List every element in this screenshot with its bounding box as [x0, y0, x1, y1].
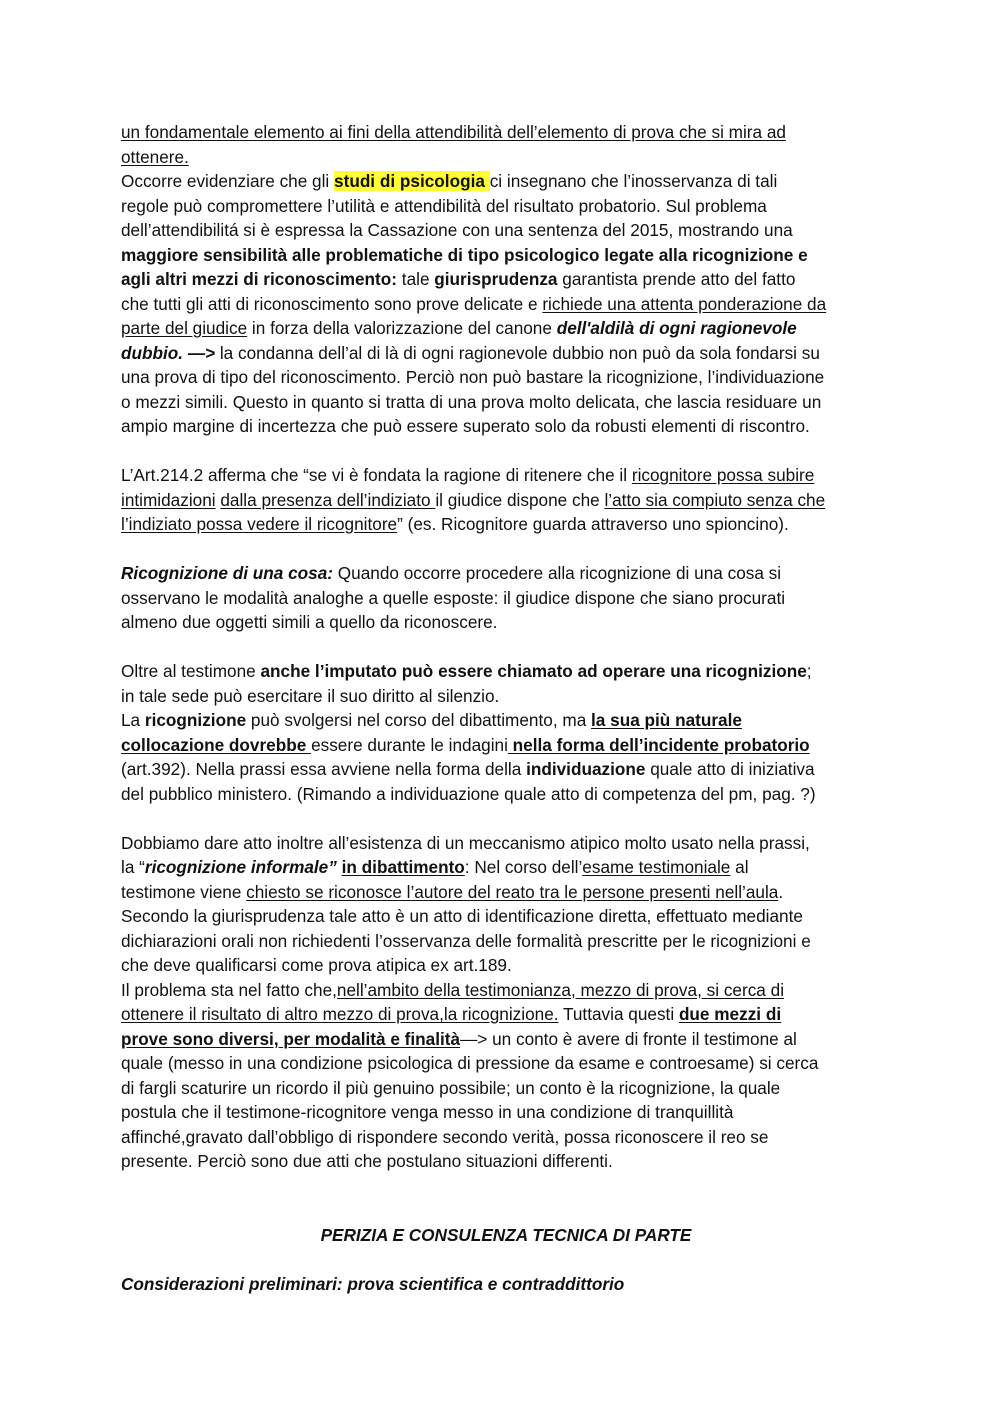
text-run: affinché,gravato dall’obbligo di rispondere secondo verità, possa riconoscere il reo se	[121, 1126, 769, 1147]
text-run: ” (es. Ricognitore guarda attraverso uno spioncino).	[397, 514, 789, 534]
text-run: —> un conto è avere di fronte il testimone al	[460, 1028, 797, 1049]
text-run: quale atto di iniziativa	[645, 759, 815, 779]
text-run: dubbio. —>	[121, 342, 216, 363]
text-line	[121, 855, 891, 880]
text-line	[121, 1076, 891, 1101]
text-line	[121, 463, 891, 488]
text-run: richiede una attenta ponderazione da	[542, 293, 827, 314]
text-run: di fargli scaturire un ricordo il più genuino possibile; un conto è la ricognizione, la quale	[121, 1077, 781, 1098]
text-run: la “	[121, 857, 145, 877]
text-line	[121, 782, 891, 807]
text-run: in dibattimento	[341, 857, 465, 877]
text-run: L’Art.214.2 afferma che “se vi è fondata la ragione di ritenere che il	[121, 465, 632, 485]
text-run: prove sono diversi, per modalità e finalità	[121, 1028, 461, 1049]
text-line	[121, 904, 891, 929]
text-run: ottenere.	[121, 146, 189, 167]
paragraph-gap	[121, 439, 891, 464]
text-run: del pubblico ministero. (Rimando a individuazione quale atto di competenza del pm, pag. ?)	[121, 783, 816, 804]
document-page	[121, 120, 891, 1296]
text-run: Occorre evidenziare che gli	[121, 171, 335, 191]
text-run: presente. Perciò sono due atti che postulano situazioni differenti.	[121, 1151, 613, 1171]
text-run: esame testimoniale	[582, 857, 731, 877]
text-line	[121, 586, 891, 611]
text-line	[121, 1100, 891, 1125]
text-run: postula che il testimone-ricognitore venga messo in una condizione di tranquillità	[121, 1102, 734, 1122]
text-run: Tuttavia questi	[558, 1004, 679, 1024]
text-line	[121, 659, 891, 684]
text-line	[121, 316, 891, 341]
text-line	[121, 365, 891, 390]
text-run: dell'aldilà di ogni ragionevole	[556, 318, 797, 338]
text-run: in tale sede può esercitare il suo diritto al silenzio.	[121, 685, 500, 706]
text-run: testimone viene	[121, 881, 247, 902]
text-run: Il problema sta nel fatto che,	[121, 979, 337, 1000]
text-line	[121, 1002, 891, 1027]
text-run: l’atto sia compiuto senza che	[604, 489, 826, 510]
text-run: regole può compromettere l’utilità e attendibilità del risultato probatorio. Sul problema	[121, 195, 767, 216]
text-line	[121, 684, 891, 709]
text-line	[121, 145, 891, 170]
text-run: : Nel corso dell’	[464, 857, 583, 877]
text-line	[121, 512, 891, 537]
text-run: intimidazioni	[121, 489, 216, 510]
text-run: due mezzi di	[678, 1004, 782, 1024]
text-run: tale	[397, 269, 435, 289]
text-line	[121, 978, 891, 1003]
section-heading: PERIZIA E CONSULENZA TECNICA DI PARTE	[320, 1224, 692, 1245]
text-run: ricognitore possa subire	[631, 465, 815, 485]
text-run: studi di psicologia	[334, 171, 490, 191]
body-text	[121, 120, 891, 1174]
text-line	[121, 120, 891, 145]
text-run: parte del giudice	[121, 318, 248, 338]
text-run: almeno due oggetti simili a quello da riconoscere.	[121, 612, 498, 632]
text-run: ci insegnano che l’inosservanza di tali	[489, 171, 778, 191]
text-run: (art.392). Nella prassi essa avviene nella forma della	[121, 759, 527, 779]
text-run: osservano le modalità analoghe a quelle esposte: il giudice dispone che siano procurati	[121, 587, 786, 608]
text-line	[121, 218, 891, 243]
text-line	[121, 1149, 891, 1174]
text-line	[121, 341, 891, 366]
text-run: ricognizione	[144, 710, 247, 730]
text-line	[121, 757, 891, 782]
text-run: garantista prende atto del fatto	[557, 269, 796, 289]
text-run: quale (messo in una condizione psicologica di pressione da esame e controesame) si cerca	[121, 1053, 819, 1073]
text-line	[121, 414, 891, 439]
text-run: in forza della valorizzazione del canone	[247, 318, 557, 338]
text-run: Dobbiamo dare atto inoltre all’esistenza di un meccanismo atipico molto usato nella prassi,	[121, 832, 810, 853]
text-line	[121, 1027, 891, 1052]
text-run: Oltre al testimone	[121, 661, 261, 681]
text-line	[121, 267, 891, 292]
text-run: al	[730, 857, 749, 877]
text-line	[121, 169, 891, 194]
text-line	[121, 243, 891, 268]
text-run: agli altri mezzi di riconoscimento:	[121, 269, 398, 289]
paragraph-gap	[121, 806, 891, 831]
text-run: Ricognizione di una cosa:	[121, 563, 333, 583]
text-run: dell’attendibilitá si è espressa la Cassazione con una sentenza del 2015, mostrando una	[121, 220, 793, 240]
text-run: collocazione dovrebbe	[121, 734, 312, 755]
text-line	[121, 929, 891, 954]
text-run: Quando occorre procedere alla ricognizione di una cosa si	[333, 563, 782, 583]
text-line	[121, 880, 891, 905]
text-run: ;	[806, 661, 812, 681]
text-line	[121, 561, 891, 586]
text-run: La	[121, 710, 145, 730]
text-line	[121, 708, 891, 733]
subheading: Considerazioni preliminari: prova scientifica e contraddittorio	[121, 1273, 625, 1294]
text-run: giurisprudenza	[434, 269, 558, 289]
text-run: o mezzi simili. Questo in quanto si tratta di una prova molto delicata, che lascia residuare un	[121, 391, 822, 412]
text-line	[121, 610, 891, 635]
text-line	[121, 1125, 891, 1150]
text-run: la condanna dell’al di là di ogni ragionevole dubbio non può da sola fondarsi su	[215, 342, 820, 363]
text-line	[121, 733, 891, 758]
paragraph-gap	[121, 537, 891, 562]
text-run: nella forma dell’incidente probatorio	[507, 734, 810, 755]
paragraph-gap	[121, 635, 891, 660]
text-run: la sua più naturale	[591, 710, 742, 730]
text-run: ottenere il risultato di altro mezzo di prova,la ricognizione.	[121, 1004, 559, 1024]
text-run: che deve qualificarsi come prova atipica ex art.189.	[121, 955, 512, 975]
text-line	[121, 390, 891, 415]
text-run: una prova di tipo del riconoscimento. Perciò non può bastare la ricognizione, l’individuazione	[121, 367, 825, 387]
text-run: essere durante le indagini	[311, 734, 508, 755]
text-run: Secondo la giurisprudenza tale atto è un atto di identificazione diretta, effettuato mediante	[121, 906, 803, 926]
text-run: l’indiziato possa vedere il ricognitore	[121, 514, 398, 534]
text-line	[121, 488, 891, 513]
text-run: può svolgersi nel corso del dibattimento, ma	[246, 710, 592, 730]
text-run: chiesto se riconosce l’autore del reato tra le persone presenti nell’aula	[246, 881, 779, 902]
text-run: .	[778, 881, 784, 902]
text-run: che tutti gli atti di riconoscimento sono prove delicate e	[121, 293, 543, 314]
text-run: ricognizione informale”	[144, 857, 337, 877]
text-line	[121, 831, 891, 856]
text-line	[121, 953, 891, 978]
text-run: dichiarazioni orali non richiedenti l’osservanza delle formalità prescritte per le ricognizioni e	[121, 930, 811, 951]
text-run: anche l’imputato può essere chiamato ad operare una ricognizione	[260, 661, 807, 681]
text-line	[121, 292, 891, 317]
text-line	[121, 194, 891, 219]
text-run: nell’ambito della testimonianza, mezzo di prova, si cerca di	[336, 979, 785, 1000]
text-line	[121, 1051, 891, 1076]
text-run: un fondamentale elemento ai fini della attendibilità dell’elemento di prova che si mira ad	[121, 122, 786, 142]
text-run: il giudice dispone che	[435, 489, 605, 510]
text-run: ampio margine di incertezza che può essere superato solo da robusti elementi di riscontro.	[121, 416, 810, 436]
text-run: individuazione	[526, 759, 646, 779]
text-run: dalla presenza dell’indiziato	[220, 489, 436, 510]
text-run: maggiore sensibilità alle problematiche di tipo psicologico legate alla ricognizione e	[121, 244, 808, 265]
